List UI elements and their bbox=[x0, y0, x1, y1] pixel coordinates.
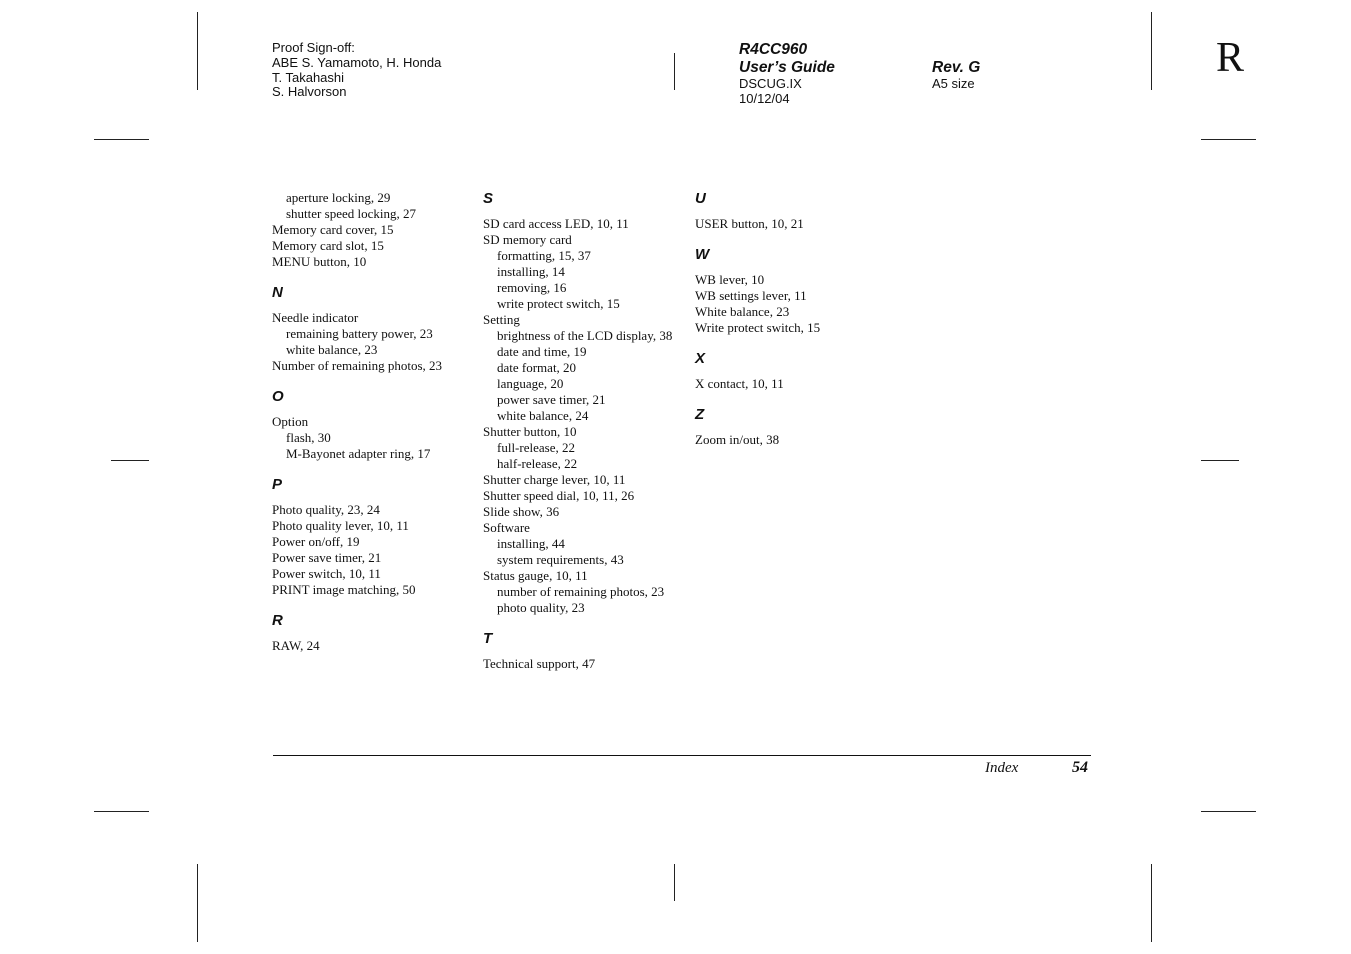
index-letter-heading: N bbox=[272, 284, 283, 301]
index-entry: Shutter charge lever, 10, 11 bbox=[483, 472, 626, 487]
signoff-line: ABE S. Yamamoto, H. Honda bbox=[272, 54, 442, 70]
index-subentry: system requirements, 43 bbox=[497, 552, 624, 567]
signoff-line: Proof Sign-off: bbox=[272, 40, 355, 55]
index-entry: Write protect switch, 15 bbox=[695, 320, 821, 335]
index-section bbox=[272, 388, 472, 462]
index-letter-heading: W bbox=[695, 246, 710, 263]
index-entry: USER button, 10, 21 bbox=[695, 216, 804, 231]
signoff-line: T. Takahashi bbox=[272, 69, 345, 85]
index-subentry: white balance, 24 bbox=[497, 408, 589, 423]
index-section bbox=[272, 284, 472, 374]
footer-section-title: Index bbox=[985, 760, 1019, 776]
index-letter-heading: R bbox=[272, 612, 283, 629]
corner-r-mark: R bbox=[1216, 35, 1245, 81]
index-section bbox=[483, 630, 673, 672]
index-section bbox=[272, 190, 472, 270]
index-letter-heading: S bbox=[483, 190, 494, 207]
index-subentry: full-release, 22 bbox=[497, 440, 575, 455]
crop-mark bbox=[111, 460, 149, 461]
index-letter-heading: P bbox=[272, 476, 283, 493]
index-subentry: write protect switch, 15 bbox=[497, 296, 620, 311]
index-letter-heading: X bbox=[695, 350, 706, 367]
doc-code: R4CC960 bbox=[739, 41, 808, 58]
index-entry: WB lever, 10 bbox=[695, 272, 765, 287]
revision: Rev. G bbox=[932, 59, 981, 76]
index-entry: Shutter button, 10 bbox=[483, 424, 577, 439]
index-letter-heading: O bbox=[272, 388, 284, 405]
index-entry: MENU button, 10 bbox=[272, 254, 367, 269]
index-entry: Software bbox=[483, 520, 530, 535]
index-section bbox=[695, 246, 895, 336]
index-entry: Status gauge, 10, 11 bbox=[483, 568, 588, 583]
index-entry: RAW, 24 bbox=[272, 638, 320, 653]
index-entry: Technical support, 47 bbox=[483, 656, 596, 671]
index-section bbox=[483, 190, 673, 616]
index-subentry: photo quality, 23 bbox=[497, 600, 585, 615]
index-entry: PRINT image matching, 50 bbox=[272, 582, 416, 597]
index-entry: Slide show, 36 bbox=[483, 504, 560, 519]
index-section bbox=[695, 350, 895, 392]
index-letter-heading: U bbox=[695, 190, 706, 207]
index-subentry: brightness of the LCD display, 38 bbox=[497, 328, 673, 343]
index-entry: Memory card slot, 15 bbox=[272, 238, 384, 253]
index-entry: Power on/off, 19 bbox=[272, 534, 360, 549]
index-entry: Zoom in/out, 38 bbox=[695, 432, 780, 447]
index-section bbox=[272, 476, 472, 598]
crop-mark bbox=[1201, 811, 1256, 812]
index-subentry: shutter speed locking, 27 bbox=[286, 206, 416, 221]
index-letter-heading: Z bbox=[695, 406, 705, 423]
index-entry: SD card access LED, 10, 11 bbox=[483, 216, 629, 231]
signoff-line: S. Halvorson bbox=[272, 84, 347, 100]
index-subentry: language, 20 bbox=[497, 376, 564, 391]
index-subentry: M-Bayonet adapter ring, 17 bbox=[286, 446, 431, 461]
index-entry: Shutter speed dial, 10, 11, 26 bbox=[483, 488, 635, 503]
index-subentry: date and time, 19 bbox=[497, 344, 587, 359]
index-subentry: flash, 30 bbox=[286, 430, 331, 445]
index-column-3 bbox=[695, 190, 895, 448]
crop-mark bbox=[1151, 12, 1152, 90]
index-entry: Photo quality lever, 10, 11 bbox=[272, 518, 409, 533]
index-entry: Power switch, 10, 11 bbox=[272, 566, 381, 581]
doc-date: 10/12/04 bbox=[739, 90, 790, 106]
index-entry: Setting bbox=[483, 312, 520, 327]
index-entry: Option bbox=[272, 414, 309, 429]
crop-mark bbox=[197, 12, 198, 90]
file-name: DSCUG.IX bbox=[739, 76, 802, 91]
index-section bbox=[695, 190, 895, 232]
index-subentry: number of remaining photos, 23 bbox=[497, 584, 665, 599]
index-subentry: remaining battery power, 23 bbox=[286, 326, 433, 341]
crop-mark bbox=[197, 864, 198, 942]
proof-signoff-block bbox=[272, 41, 441, 100]
index-subentry: white balance, 23 bbox=[286, 342, 378, 357]
index-entry: Memory card cover, 15 bbox=[272, 222, 394, 237]
footer-rule bbox=[273, 755, 1091, 756]
crop-mark bbox=[1201, 139, 1256, 140]
index-entry: Photo quality, 23, 24 bbox=[272, 502, 380, 517]
crop-mark bbox=[1201, 460, 1239, 461]
index-subentry: half-release, 22 bbox=[497, 456, 578, 471]
index-entry: Number of remaining photos, 23 bbox=[272, 358, 443, 373]
crop-mark bbox=[1151, 864, 1152, 942]
index-subentry: date format, 20 bbox=[497, 360, 577, 375]
index-entry: SD memory card bbox=[483, 232, 572, 247]
paper-size: A5 size bbox=[932, 76, 975, 91]
index-column-2 bbox=[483, 190, 673, 672]
index-subentry: formatting, 15, 37 bbox=[497, 248, 591, 263]
index-subentry: aperture locking, 29 bbox=[286, 190, 391, 205]
crop-mark bbox=[674, 53, 675, 90]
index-section bbox=[272, 612, 472, 654]
document-info-block bbox=[739, 41, 835, 107]
index-subentry: removing, 16 bbox=[497, 280, 567, 295]
index-column-1 bbox=[272, 190, 472, 654]
index-subentry: power save timer, 21 bbox=[497, 392, 606, 407]
index-entry: X contact, 10, 11 bbox=[695, 376, 784, 391]
crop-mark bbox=[94, 139, 149, 140]
crop-mark bbox=[674, 864, 675, 901]
index-entry: Power save timer, 21 bbox=[272, 550, 382, 565]
index-letter-heading: T bbox=[483, 630, 493, 647]
index-entry: White balance, 23 bbox=[695, 304, 790, 319]
index-entry: Needle indicator bbox=[272, 310, 359, 325]
index-section bbox=[695, 406, 895, 448]
crop-mark bbox=[94, 811, 149, 812]
index-entry: WB settings lever, 11 bbox=[695, 288, 807, 303]
revision-block bbox=[932, 59, 980, 92]
index-subentry: installing, 44 bbox=[497, 536, 565, 551]
doc-title: User’s Guide bbox=[739, 59, 835, 76]
index-subentry: installing, 14 bbox=[497, 264, 565, 279]
page-number: 54 bbox=[1072, 759, 1088, 776]
